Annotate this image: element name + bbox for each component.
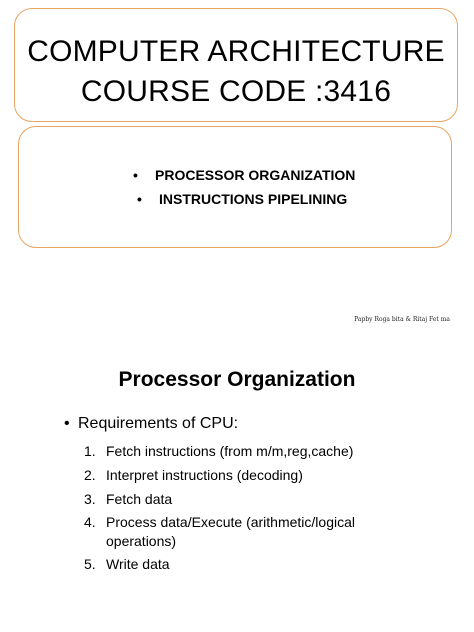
topic-item [133, 167, 355, 183]
requirements-heading [64, 415, 238, 433]
item-text: Write data [106, 556, 170, 572]
item-text: Fetch instructions (from m/m,reg,cache) [106, 443, 354, 459]
item-text: Process data/Execute (arithmetic/logical [106, 514, 355, 530]
bullet-icon: • [64, 415, 70, 432]
requirement-item [84, 491, 172, 507]
item-text: Interpret instructions (decoding) [106, 467, 303, 483]
requirement-item [84, 467, 303, 483]
author-credit: Papby Roga bita & Ritaj Fet ma [354, 316, 450, 323]
requirement-item [84, 443, 353, 459]
course-code: COURSE CODE :3416 [80, 75, 392, 108]
item-number: 3. [84, 491, 96, 507]
item-number: 4. [84, 514, 96, 530]
requirement-item [84, 556, 170, 572]
item-number: 2. [84, 467, 96, 483]
item-text: Fetch data [106, 491, 173, 507]
item-number: 5. [84, 556, 96, 572]
item-number: 1. [84, 443, 96, 459]
topics-box [18, 126, 452, 248]
bullet-icon: • [137, 191, 142, 207]
slide-title: Processor Organization [118, 368, 356, 391]
title-box [14, 8, 458, 122]
bullet-icon: • [133, 167, 138, 183]
requirements-heading-text: Requirements of CPU: [78, 415, 239, 432]
course-title: COMPUTER ARCHITECTURE [27, 35, 445, 68]
topic-label: PROCESSOR ORGANIZATION [155, 167, 356, 183]
requirement-item [84, 514, 355, 549]
topic-label: INSTRUCTIONS PIPELINING [159, 191, 348, 207]
topic-item [137, 191, 347, 207]
item-text-continuation: operations) [106, 533, 177, 549]
